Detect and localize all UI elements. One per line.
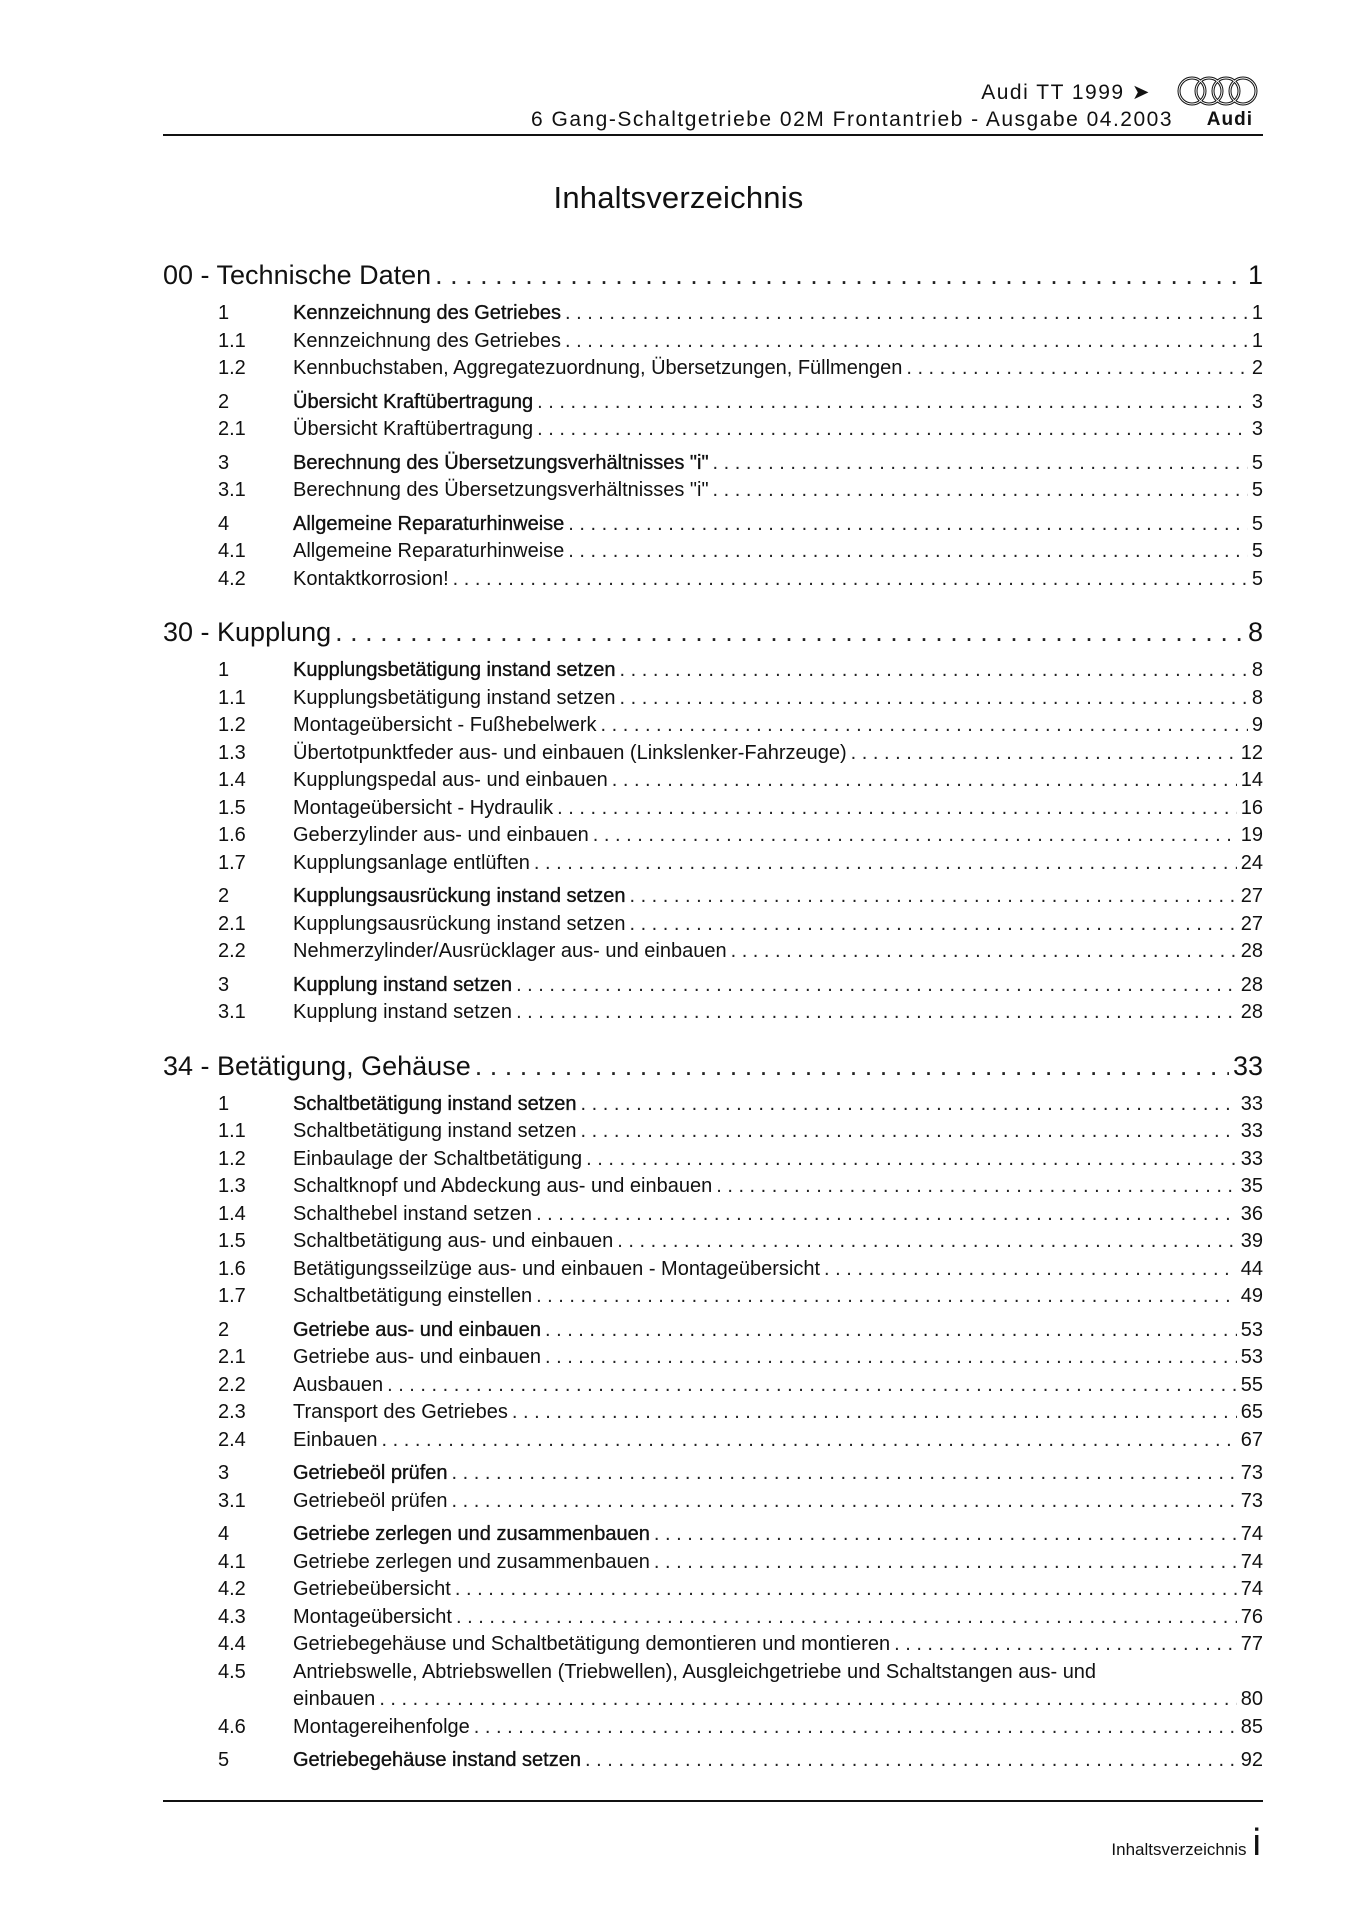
header-subtitle: 6 Gang-Schaltgetriebe 02M Frontantrieb - Ausgabe 04.2003 — [530, 108, 1173, 131]
entry-page-number: 2 — [1251, 357, 1263, 379]
dot-leader — [435, 260, 1244, 291]
dot-leader — [581, 1093, 1237, 1116]
entry-title: Montageübersicht - Hydraulik — [293, 796, 554, 819]
toc-subsection[interactable] — [163, 1258, 1263, 1286]
toc-section[interactable] — [163, 391, 1263, 419]
entry-page-number: 33 — [1240, 1120, 1263, 1142]
toc-subsection[interactable] — [163, 714, 1263, 742]
entry-page-number: 24 — [1240, 851, 1263, 874]
entry-title: Kupplungsbetätigung instand setzen — [293, 686, 616, 709]
toc-chapter[interactable] — [163, 1051, 1263, 1087]
entry-number: 1.4 — [218, 1202, 246, 1225]
dot-leader — [600, 714, 1247, 737]
entry-page-number: 65 — [1240, 1401, 1263, 1423]
dot-leader — [585, 1749, 1237, 1772]
toc-subsection[interactable] — [163, 742, 1263, 770]
toc-subsection[interactable] — [163, 1661, 1263, 1716]
entry-page-number: 67 — [1240, 1428, 1263, 1451]
toc-subsection[interactable] — [163, 852, 1263, 880]
entry-title: Kupplung instand setzen — [293, 1001, 513, 1023]
entry-number: 1.4 — [218, 769, 246, 791]
entry-number: 2.1 — [218, 1346, 246, 1368]
entry-number: 1.6 — [218, 1257, 246, 1280]
chapter-title: 00 - Technische Daten — [163, 260, 432, 290]
toc-section[interactable] — [163, 1093, 1263, 1121]
entry-page-number: 9 — [1251, 714, 1263, 736]
entry-title: Kupplungspedal aus- und einbauen — [293, 769, 608, 791]
toc-subsection[interactable] — [163, 824, 1263, 852]
entry-title: Berechnung des Übersetzungsverhältnisses "i" — [293, 479, 709, 501]
footer-divider — [163, 1800, 1263, 1802]
chapter-page-number: 1 — [1247, 260, 1263, 290]
toc-subsection[interactable] — [163, 1346, 1263, 1374]
entry-title: Schaltbetätigung instand setzen — [293, 1120, 577, 1142]
entry-page-number: 28 — [1240, 973, 1263, 996]
entry-title: Berechnung des Übersetzungsverhältnisses "i" — [293, 451, 709, 474]
entry-number: 2.2 — [218, 940, 246, 962]
entry-page-number: 27 — [1240, 885, 1263, 907]
entry-page-number: 8 — [1251, 686, 1263, 709]
toc-subsection[interactable] — [163, 1001, 1263, 1029]
entry-page-number: 1 — [1251, 302, 1263, 324]
entry-number: 3.1 — [218, 1001, 246, 1023]
dot-leader — [545, 1319, 1237, 1342]
entry-number: 1.1 — [218, 1120, 246, 1142]
dot-leader — [629, 913, 1236, 936]
entry-page-number: 49 — [1240, 1285, 1263, 1307]
toc-subsection[interactable] — [163, 330, 1263, 358]
toc-subsection[interactable] — [163, 1230, 1263, 1258]
toc-subsection[interactable] — [163, 1120, 1263, 1148]
audi-logo-text: Audi — [1206, 109, 1253, 130]
toc-subsection[interactable] — [163, 1606, 1263, 1634]
toc-section[interactable] — [163, 1319, 1263, 1347]
toc-section[interactable] — [163, 1749, 1263, 1777]
entry-page-number: 74 — [1240, 1550, 1263, 1573]
dot-leader — [452, 1462, 1237, 1485]
entry-page-number: 3 — [1251, 418, 1263, 440]
dot-leader — [456, 1606, 1237, 1629]
toc-section-group — [163, 1749, 1263, 1777]
entry-title: Getriebeöl prüfen — [293, 1462, 448, 1484]
entry-number: 4.5 — [218, 1660, 246, 1683]
entry-number: 4 — [218, 512, 230, 535]
toc-subsection[interactable] — [163, 1429, 1263, 1457]
entry-page-number: 19 — [1240, 824, 1263, 846]
entry-number: 1 — [218, 659, 230, 681]
entry-title: Kennzeichnung des Getriebes — [293, 329, 561, 352]
entry-title: Getriebeübersicht — [293, 1578, 451, 1600]
toc-subsection[interactable] — [163, 568, 1263, 596]
toc-section[interactable] — [163, 974, 1263, 1002]
entry-number: 3 — [218, 1462, 230, 1484]
entry-number: 1.2 — [218, 714, 246, 736]
entry-title: Montagereihenfolge — [293, 1715, 470, 1738]
toc-section-group — [163, 391, 1263, 446]
chapter-title: 34 - Betätigung, Gehäuse — [163, 1050, 471, 1081]
toc-subsection[interactable] — [163, 1374, 1263, 1402]
entry-number: 1.1 — [218, 329, 246, 352]
entry-page-number: 73 — [1240, 1489, 1263, 1512]
dot-leader — [516, 1001, 1237, 1024]
entry-number: 3.1 — [218, 479, 246, 501]
dot-leader — [475, 1051, 1229, 1082]
entry-title: Schaltknopf und Abdeckung aus- und einbauen — [293, 1175, 713, 1197]
toc-subsection[interactable] — [163, 1578, 1263, 1606]
entry-title: Einbauen — [293, 1428, 378, 1451]
entry-title: Übersicht Kraftübertragung — [293, 390, 534, 413]
entry-number: 1.2 — [218, 1147, 246, 1170]
entry-page-number: 1 — [1251, 329, 1263, 352]
dot-leader — [619, 687, 1247, 710]
footer-label: Inhaltsverzeichnis — [1111, 1840, 1247, 1859]
dot-leader — [379, 1688, 1236, 1711]
entry-page-number: 74 — [1240, 1523, 1263, 1545]
entry-page-number: 27 — [1240, 912, 1263, 935]
entry-page-number: 74 — [1240, 1578, 1263, 1600]
entry-page-number: 73 — [1240, 1462, 1263, 1484]
dot-leader — [516, 974, 1237, 997]
dot-leader — [617, 1230, 1236, 1253]
entry-page-number: 3 — [1251, 390, 1263, 413]
entry-page-number: 12 — [1240, 741, 1263, 764]
dot-leader — [537, 391, 1248, 414]
toc-subsection[interactable] — [163, 1148, 1263, 1176]
entry-number: 5 — [218, 1749, 230, 1771]
entry-title: Getriebe aus- und einbauen — [293, 1346, 541, 1368]
toc-section[interactable] — [163, 885, 1263, 913]
toc-subsection[interactable] — [163, 1633, 1263, 1661]
entry-title: Übertotpunktfeder aus- und einbauen (Linkslenker-Fahrzeuge) — [293, 741, 847, 764]
entry-page-number: 92 — [1240, 1749, 1263, 1771]
header-divider — [163, 134, 1263, 136]
toc-section-group — [163, 885, 1263, 968]
toc-chapter[interactable] — [163, 617, 1263, 653]
entry-page-number: 33 — [1240, 1092, 1263, 1115]
entry-title: Betätigungsseilzüge aus- und einbauen - Montageübersicht — [293, 1257, 821, 1280]
toc-section-group — [163, 974, 1263, 1029]
entry-number: 2 — [218, 885, 230, 907]
toc-subsection[interactable] — [163, 797, 1263, 825]
dot-leader — [593, 824, 1237, 847]
entry-title: Übersicht Kraftübertragung — [293, 418, 534, 440]
entry-number: 4.4 — [218, 1633, 246, 1655]
entry-page-number: 53 — [1240, 1346, 1263, 1368]
dot-leader — [629, 885, 1236, 908]
entry-page-number: 55 — [1240, 1373, 1263, 1396]
entry-number: 4.1 — [218, 1550, 246, 1573]
entry-number: 1.5 — [218, 1230, 246, 1252]
dot-leader — [382, 1429, 1237, 1452]
dot-leader — [824, 1258, 1237, 1281]
entry-title: Geberzylinder aus- und einbauen — [293, 824, 589, 846]
entry-number: 3 — [218, 451, 230, 474]
entry-number: 2.2 — [218, 1373, 246, 1396]
entry-title: Schaltbetätigung einstellen — [293, 1285, 533, 1307]
dot-leader — [536, 1285, 1237, 1308]
dot-leader — [851, 742, 1237, 765]
audi-four-rings-icon — [1175, 74, 1261, 108]
entry-title: Getriebegehäuse und Schaltbetätigung demontieren und montieren — [293, 1633, 891, 1655]
entry-title: Montageübersicht — [293, 1605, 452, 1628]
toc-section-group — [163, 1319, 1263, 1457]
toc-subsection[interactable] — [163, 687, 1263, 715]
entry-number: 2.4 — [218, 1428, 246, 1451]
entry-page-number: 53 — [1240, 1318, 1263, 1341]
page-footer — [1111, 1822, 1261, 1865]
table-of-contents — [163, 258, 1263, 1777]
toc-subsection[interactable] — [163, 1285, 1263, 1313]
entry-number: 3.1 — [218, 1489, 246, 1512]
entry-page-number: 28 — [1240, 1001, 1263, 1023]
dot-leader — [534, 852, 1237, 875]
dot-leader — [713, 479, 1248, 502]
entry-number: 2 — [218, 390, 230, 413]
entry-title: Montageübersicht - Fußhebelwerk — [293, 714, 597, 736]
dot-leader — [654, 1523, 1237, 1546]
entry-page-number: 5 — [1251, 512, 1263, 535]
entry-number: 1.7 — [218, 1285, 246, 1307]
entry-number: 2.3 — [218, 1401, 246, 1423]
entry-number: 2.1 — [218, 418, 246, 440]
toc-section-group — [163, 1462, 1263, 1517]
entry-title: Schaltbetätigung instand setzen — [293, 1092, 577, 1115]
toc-subsection[interactable] — [163, 1175, 1263, 1203]
entry-page-number: 5 — [1251, 479, 1263, 501]
toc-subsection[interactable] — [163, 357, 1263, 385]
entry-title: Kupplungsausrückung instand setzen — [293, 912, 626, 935]
entry-title: Getriebegehäuse instand setzen — [293, 1749, 581, 1771]
entry-title: Transport des Getriebes — [293, 1401, 508, 1423]
entry-page-number: 80 — [1240, 1688, 1263, 1710]
dot-leader — [557, 797, 1237, 820]
audi-logo — [1175, 74, 1263, 132]
dot-leader — [568, 513, 1248, 536]
entry-title: Kupplungsbetätigung instand setzen — [293, 659, 616, 681]
entry-number: 4.1 — [218, 540, 246, 562]
dot-leader — [536, 1203, 1237, 1226]
dot-leader — [654, 1551, 1237, 1574]
toc-section-group — [163, 302, 1263, 385]
toc-section-group — [163, 513, 1263, 596]
dot-leader — [537, 418, 1248, 441]
entry-number: 2.1 — [218, 912, 246, 935]
entry-title: Getriebeöl prüfen — [293, 1489, 448, 1512]
footer-page-number: i — [1252, 1822, 1261, 1864]
entry-page-number: 77 — [1240, 1633, 1263, 1655]
toc-subsection[interactable] — [163, 1716, 1263, 1744]
entry-number: 1 — [218, 302, 230, 324]
dot-leader — [453, 568, 1248, 591]
entry-number: 1.7 — [218, 851, 246, 874]
dot-leader — [455, 1578, 1237, 1601]
entry-title: Kennbuchstaben, Aggregatezuordnung, Übersetzungen, Füllmengen — [293, 357, 903, 379]
entry-page-number: 5 — [1251, 540, 1263, 562]
toc-subsection[interactable] — [163, 913, 1263, 941]
toc-chapter[interactable] — [163, 260, 1263, 296]
entry-title: Ausbauen — [293, 1373, 384, 1396]
entry-title: Getriebe aus- und einbauen — [293, 1318, 541, 1341]
dot-leader — [894, 1633, 1237, 1656]
entry-number: 1.3 — [218, 1175, 246, 1197]
entry-page-number: 33 — [1240, 1147, 1263, 1170]
toc-subsection[interactable] — [163, 418, 1263, 446]
dot-leader — [512, 1401, 1237, 1424]
page-header — [163, 74, 1263, 134]
entry-title: Getriebe zerlegen und zusammenbauen — [293, 1523, 650, 1545]
toc-subsection[interactable] — [163, 1401, 1263, 1429]
entry-title: Kupplungsanlage entlüften — [293, 851, 530, 874]
entry-page-number: 44 — [1240, 1257, 1263, 1280]
entry-page-number: 36 — [1240, 1202, 1263, 1225]
chapter-page-number: 33 — [1232, 1050, 1263, 1081]
dot-leader — [612, 769, 1237, 792]
toc-section-group — [163, 452, 1263, 507]
toc-subsection[interactable] — [163, 1203, 1263, 1231]
toc-subsection[interactable] — [163, 940, 1263, 968]
entry-number: 1.5 — [218, 796, 246, 819]
dot-leader — [906, 357, 1248, 380]
toc-subsection[interactable] — [163, 769, 1263, 797]
header-model: Audi TT 1999 ➤ — [981, 81, 1151, 104]
toc-section-group — [163, 1523, 1263, 1743]
entry-number: 4.6 — [218, 1715, 246, 1738]
entry-number: 1.2 — [218, 357, 246, 379]
entry-number: 4 — [218, 1523, 230, 1545]
entry-title: Allgemeine Reparaturhinweise — [293, 512, 565, 535]
dot-leader — [452, 1490, 1237, 1513]
entry-number: 4.2 — [218, 1578, 246, 1600]
dot-leader — [545, 1346, 1237, 1369]
entry-page-number: 5 — [1251, 451, 1263, 474]
entry-number: 2 — [218, 1318, 230, 1341]
entry-title: Kupplungsausrückung instand setzen — [293, 885, 626, 907]
entry-page-number: 5 — [1251, 567, 1263, 590]
entry-title: Kupplung instand setzen — [293, 973, 513, 996]
entry-page-number: 76 — [1240, 1605, 1263, 1628]
entry-title-continued: einbauen — [293, 1688, 376, 1710]
dot-leader — [716, 1175, 1237, 1198]
entry-page-number: 85 — [1240, 1715, 1263, 1738]
page-title: Inhaltsverzeichnis — [553, 180, 804, 215]
entry-title: Nehmerzylinder/Ausrücklager aus- und einbauen — [293, 940, 727, 962]
dot-leader — [335, 617, 1244, 648]
entry-title: Kontaktkorrosion! — [293, 567, 449, 590]
entry-number: 3 — [218, 973, 230, 996]
entry-number: 1.3 — [218, 741, 246, 764]
toc-section[interactable] — [163, 452, 1263, 480]
toc-section[interactable] — [163, 302, 1263, 330]
entry-number: 1 — [218, 1092, 230, 1115]
entry-title: Antriebswelle, Abtriebswellen (Triebwellen), Ausgleichgetriebe und Schaltstangen aus- und — [293, 1660, 1097, 1683]
entry-title: Kennzeichnung des Getriebes — [293, 302, 561, 324]
dot-leader — [387, 1374, 1237, 1397]
dot-leader — [581, 1120, 1237, 1143]
toc-section-group — [163, 659, 1263, 879]
toc-subsection[interactable] — [163, 1551, 1263, 1579]
entry-page-number: 28 — [1240, 940, 1263, 962]
entry-number: 1.1 — [218, 686, 246, 709]
entry-page-number: 14 — [1240, 769, 1263, 791]
entry-title: Allgemeine Reparaturhinweise — [293, 540, 565, 562]
entry-number: 4.2 — [218, 567, 246, 590]
dot-leader — [474, 1716, 1237, 1739]
toc-subsection[interactable] — [163, 479, 1263, 507]
toc-section[interactable] — [163, 1462, 1263, 1490]
toc-section[interactable] — [163, 513, 1263, 541]
dot-leader — [619, 659, 1247, 682]
entry-page-number: 16 — [1240, 796, 1263, 819]
entry-page-number: 35 — [1240, 1175, 1263, 1197]
toc-section-group — [163, 1093, 1263, 1313]
toc-section[interactable] — [163, 1523, 1263, 1551]
chapter-title: 30 - Kupplung — [163, 617, 332, 647]
toc-subsection[interactable] — [163, 540, 1263, 568]
dot-leader — [565, 330, 1248, 353]
toc-section[interactable] — [163, 659, 1263, 687]
dot-leader — [713, 452, 1248, 475]
entry-title: Schalthebel instand setzen — [293, 1202, 533, 1225]
entry-title: Getriebe zerlegen und zusammenbauen — [293, 1550, 650, 1573]
entry-page-number: 8 — [1251, 659, 1263, 681]
dot-leader — [731, 940, 1237, 963]
toc-subsection[interactable] — [163, 1490, 1263, 1518]
entry-number: 1.6 — [218, 824, 246, 846]
entry-number: 4.3 — [218, 1605, 246, 1628]
dot-leader — [568, 540, 1248, 563]
dot-leader — [565, 302, 1248, 325]
entry-page-number: 39 — [1240, 1230, 1263, 1252]
entry-title: Einbaulage der Schaltbetätigung — [293, 1147, 583, 1170]
chapter-page-number: 8 — [1247, 617, 1263, 647]
entry-title: Schaltbetätigung aus- und einbauen — [293, 1230, 614, 1252]
dot-leader — [586, 1148, 1237, 1171]
